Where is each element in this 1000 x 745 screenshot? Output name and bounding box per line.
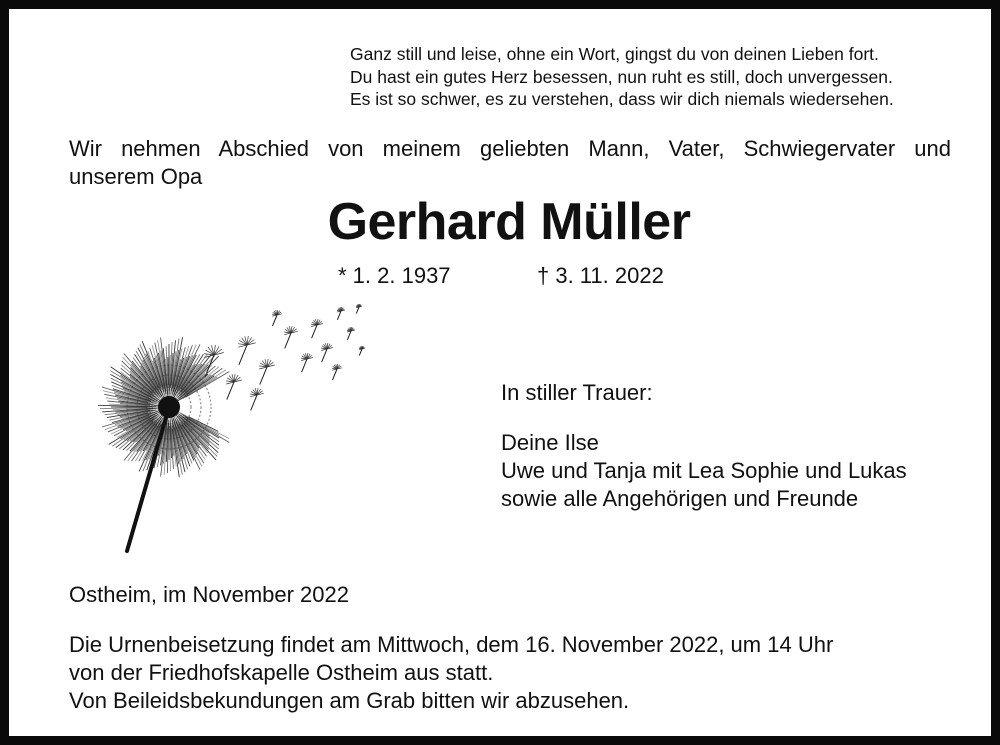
funeral-info bbox=[69, 631, 951, 715]
dandelion-seed bbox=[301, 353, 313, 372]
mourners-list bbox=[501, 429, 907, 513]
dandelion-seeds bbox=[204, 304, 365, 410]
dandelion-seed bbox=[284, 326, 298, 348]
dandelion-seed bbox=[272, 310, 282, 326]
dandelion-seed bbox=[250, 388, 264, 410]
farewell-intro bbox=[69, 135, 951, 191]
funeral-line-3: Von Beileidsbekundungen am Grab bitten wir abzusehen. bbox=[69, 688, 630, 713]
poem-line-3: Es ist so schwer, es zu verstehen, dass wir dich niemals wiedersehen. bbox=[350, 89, 894, 109]
dandelion-seed bbox=[259, 359, 275, 385]
funeral-line-1: Die Urnenbeisetzung findet am Mittwoch, dem 16. November 2022, um 14 Uhr bbox=[69, 632, 834, 657]
dandelion-center bbox=[158, 396, 180, 418]
farewell-intro-line-1: Wir nehmen Abschied von meinem geliebten Mann, Vater, Schwiegervater und bbox=[69, 136, 951, 161]
poem-line-2: Du hast ein gutes Herz besessen, nun ruht es still, doch unvergessen. bbox=[350, 66, 893, 87]
dandelion-seed bbox=[321, 343, 333, 362]
dandelion-seed bbox=[311, 319, 323, 338]
place-date: Ostheim, im November 2022 bbox=[69, 582, 349, 607]
mourner-line-1: Deine Ilse bbox=[501, 430, 599, 455]
poem-line-1: Ganz still und leise, ohne ein Wort, gingst du von deinen Lieben fort. bbox=[350, 44, 879, 64]
dandelion-seed bbox=[332, 364, 342, 380]
mourner-line-2: Uwe und Tanja mit Lea Sophie und Lukas bbox=[501, 458, 907, 483]
farewell-intro-line-2: unserem Opa bbox=[69, 164, 203, 189]
dandelion-seed bbox=[238, 336, 256, 365]
dandelion-seed bbox=[226, 374, 242, 400]
dandelion-seed bbox=[359, 346, 365, 356]
funeral-line-2: von der Friedhofskapelle Ostheim aus statt. bbox=[69, 660, 494, 685]
dandelion-icon bbox=[79, 297, 379, 559]
birth-date: * 1. 2. 1937 bbox=[338, 263, 451, 288]
poem bbox=[350, 43, 970, 111]
dandelion-seed bbox=[337, 307, 345, 320]
deceased-name: Gerhard Müller bbox=[327, 193, 691, 251]
dandelion-seed bbox=[356, 304, 362, 314]
death-date: † 3. 11. 2022 bbox=[537, 263, 664, 288]
mourner-line-3: sowie alle Angehörigen und Freunde bbox=[501, 486, 859, 511]
dandelion-seed bbox=[347, 327, 355, 340]
mourning-label: In stiller Trauer: bbox=[501, 380, 653, 405]
